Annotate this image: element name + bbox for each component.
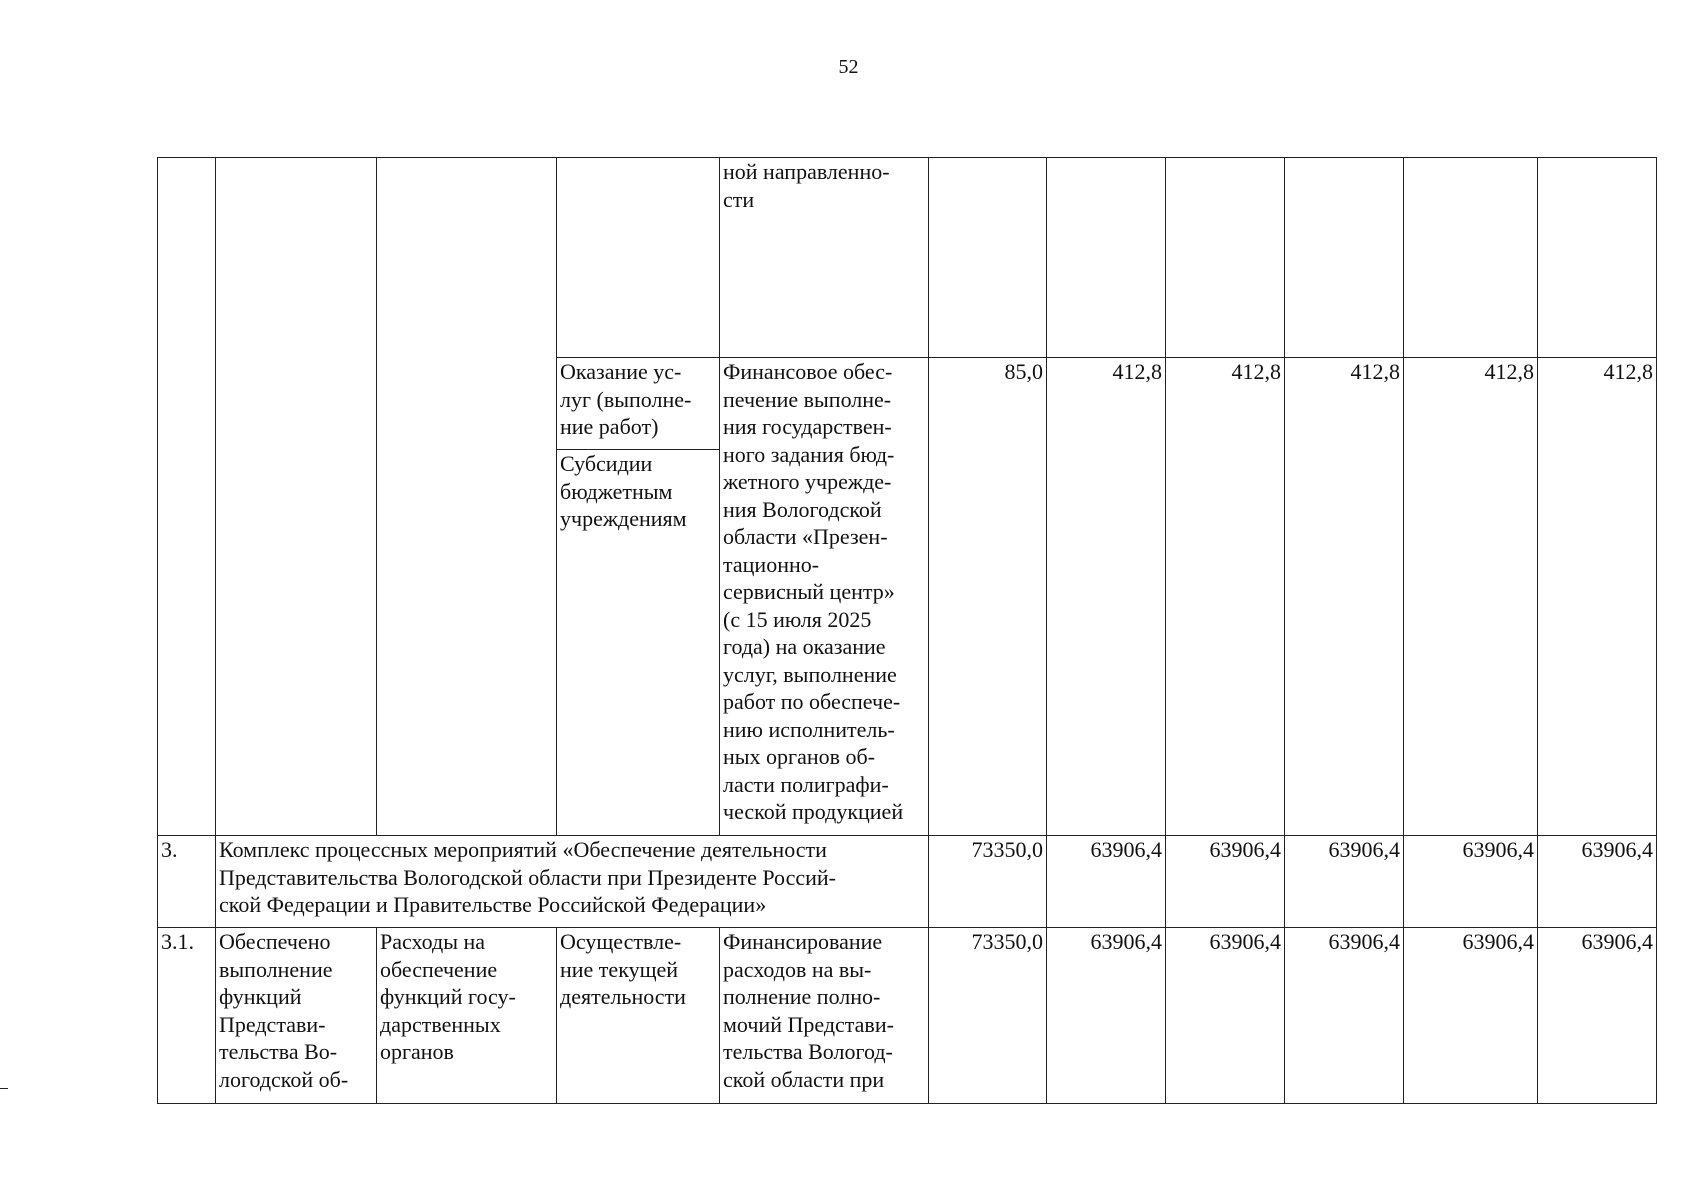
section-title: Комплекс процессных мероприятий «Обеспечение деятельности Представительства Вологодской области при Президенте Россий- ской Федерации и Правительстве Российской Федерации» xyxy=(216,836,929,928)
number-cell: 3. xyxy=(158,836,216,928)
expense-cell: Расходы на обеспечение функций госу- дарственных органов xyxy=(377,928,557,1104)
description-cell: ной направленно- сти xyxy=(720,158,929,358)
table-row xyxy=(158,158,1657,358)
direction-cell: Субсидии бюджетным учреждениям xyxy=(557,450,720,836)
value-cell: 85,0 xyxy=(929,358,1047,836)
task-cell xyxy=(216,158,377,836)
value-cell: 412,8 xyxy=(1538,358,1657,836)
value-cell: 63906,4 xyxy=(1404,836,1538,928)
task-cell: Обеспечено выполнение функций Представи- тельства Во- логодской об- xyxy=(216,928,377,1104)
value-cell: 63906,4 xyxy=(1166,836,1285,928)
value-cell: 63906,4 xyxy=(1538,836,1657,928)
table-row xyxy=(158,836,1657,928)
direction-cell: Оказание ус- луг (выполне- ние работ) xyxy=(557,358,720,450)
page-number: 52 xyxy=(838,56,859,78)
value-cell xyxy=(929,158,1047,358)
value-cell: 63906,4 xyxy=(1285,928,1404,1104)
value-cell: 412,8 xyxy=(1285,358,1404,836)
value-cell: 63906,4 xyxy=(1538,928,1657,1104)
value-cell: 63906,4 xyxy=(1047,928,1166,1104)
margin-mark xyxy=(0,1088,8,1089)
number-cell xyxy=(158,158,216,836)
value-cell: 63906,4 xyxy=(1166,928,1285,1104)
table-row xyxy=(158,928,1657,1104)
description-cell: Финансирование расходов на вы- полнение полно- мочий Представи- тельства Вологод- ской области при xyxy=(720,928,929,1104)
value-cell xyxy=(1047,158,1166,358)
value-cell xyxy=(1166,158,1285,358)
value-cell xyxy=(1285,158,1404,358)
value-cell: 63906,4 xyxy=(1404,928,1538,1104)
value-cell: 63906,4 xyxy=(1285,836,1404,928)
value-cell xyxy=(1404,158,1538,358)
number-cell: 3.1. xyxy=(158,928,216,1104)
direction-cell: Осуществле- ние текущей деятельности xyxy=(557,928,720,1104)
description-cell: Финансовое обес- печение выполне- ния государствен- ного задания бюд- жетного учрежде- ния Вологодской области «Презен- тационно- сервисный центр» (с 15 июля 2025 года) на оказание услуг, выполнение работ по обеспече- нию исполнитель- ных органов об- ласти полиграфи- ческой продукцией xyxy=(720,358,929,836)
budget-table xyxy=(157,157,1657,1104)
value-cell: 412,8 xyxy=(1404,358,1538,836)
value-cell: 73350,0 xyxy=(929,836,1047,928)
direction-cell xyxy=(557,158,720,358)
expense-cell xyxy=(377,158,557,836)
value-cell: 412,8 xyxy=(1166,358,1285,836)
value-cell: 63906,4 xyxy=(1047,836,1166,928)
value-cell: 73350,0 xyxy=(929,928,1047,1104)
value-cell: 412,8 xyxy=(1047,358,1166,836)
value-cell xyxy=(1538,158,1657,358)
